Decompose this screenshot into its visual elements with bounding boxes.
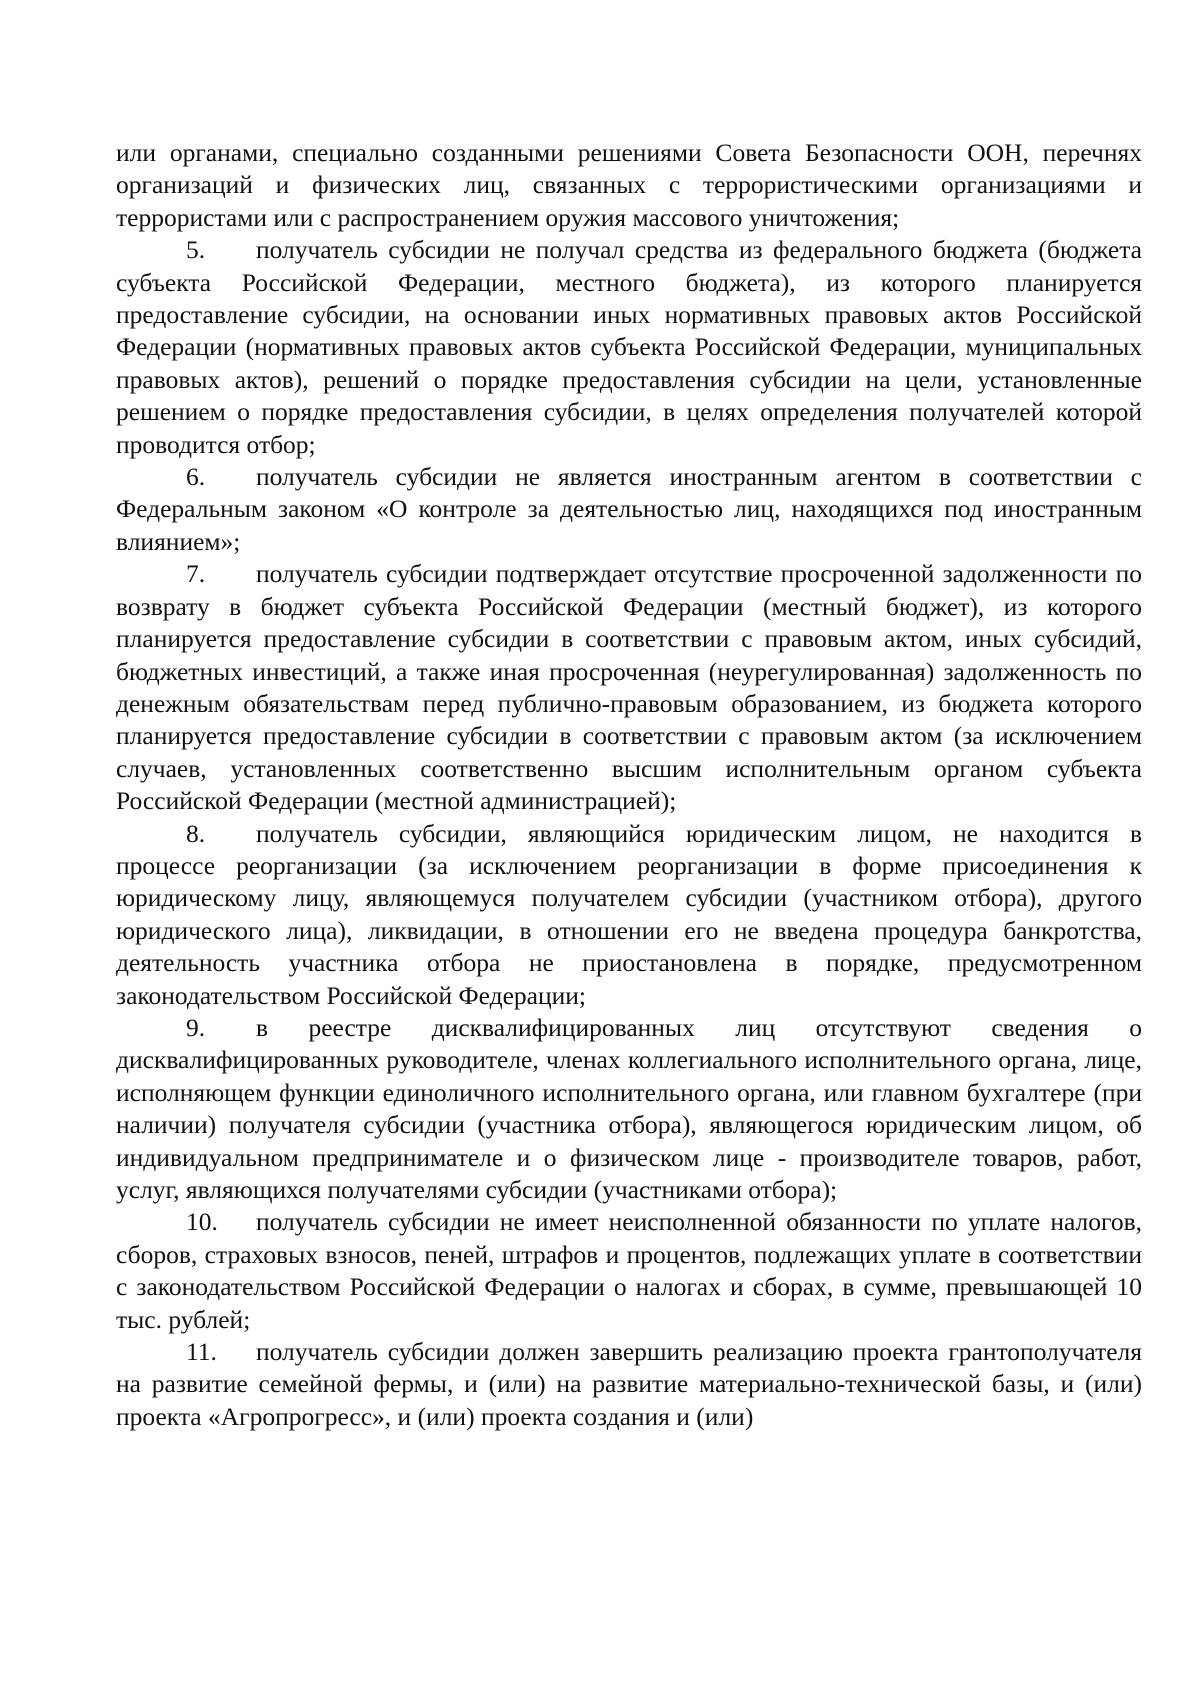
- paragraph-number: 11.: [186, 1337, 217, 1367]
- paragraph-text: получатель субсидии подтверждает отсутствие просроченной задолженности по возврату в бюджет субъекта Российской Федерации (местный бюджет), из которого планируется предоставление субсидии в соответствии с правовым актом, иных субсидий, бюджетных инвестиций, а также иная просроченная (неурегулированная) задолженность по денежным обязательствам перед публично-правовым образованием, из бюджета которого планируется предоставление субсидии в соответствии с правовым актом (за исключением случаев, установленных соответственно высшим исполнительным органом субъекта Российской Федерации (местной администрацией);: [116, 559, 1142, 816]
- paragraph-text: получатель субсидии, являющийся юридическим лицом, не находится в процессе реорганизации (за исключением реорганизации в форме присоединения к юридическому лицу, являющемуся получателем субсидии (участником отбора), другого юридического лица), ликвидации, в отношении его не введена процедура банкротства, деятельность участника отбора не приостановлена в порядке, предусмотренном законодательством Российской Федерации;: [116, 818, 1142, 1010]
- paragraph-number: 9.: [186, 1012, 206, 1042]
- paragraph-text: получатель субсидии должен завершить реализацию проекта грантополучателя на развитие семейной фермы, и (или) на развитие материально-технической базы, и (или) проекта «Агропрогресс», и (или) проекта создания и (или): [116, 1337, 1142, 1431]
- paragraph-text: получатель субсидии не получал средства из федерального бюджета (бюджета субъекта Российской Федерации, местного бюджета), из которого планируется предоставление субсидии, на основании иных нормативных правовых актов Российской Федерации (нормативных правовых актов субъекта Российской Федерации, муниципальных правовых актов), решений о порядке предоставления субсидии на цели, установленные решением о порядке предоставления субсидии, в целях определения получателей которой проводится отбор;: [116, 235, 1142, 459]
- paragraph-item-11: [116, 1336, 1142, 1433]
- paragraph-text: получатель субсидии не имеет неисполненной обязанности по уплате налогов, сборов, страховых взносов, пеней, штрафов и процентов, подлежащих уплате в соответствии с законодательством Российской Федерации о налогах и сборах, в сумме, превышающей 10 тыс. рублей;: [116, 1207, 1142, 1334]
- paragraph-item-8: [116, 818, 1142, 1012]
- paragraph-item-10: [116, 1206, 1142, 1336]
- paragraph-text: в реестре дисквалифицированных лиц отсутствуют сведения о дисквалифицированных руководителе, членах коллегиального исполнительного органа, лице, исполняющем функции единоличного исполнительного органа, или главном бухгалтере (при наличии) получателя субсидии (участника отбора), являющегося юридическим лицом, об индивидуальном предпринимателе и о физическом лице - производителе товаров, работ, услуг, являющихся получателями субсидии (участниками отбора);: [116, 1012, 1142, 1204]
- paragraph-number: 8.: [186, 818, 206, 848]
- paragraph-number: 7.: [186, 559, 206, 589]
- paragraph-number: 5.: [186, 235, 206, 265]
- paragraph-number: 10.: [186, 1207, 218, 1237]
- paragraph-text: получатель субсидии не является иностранным агентом в соответствии с Федеральным законом «О контроле за деятельностью лиц, находящихся под иностранным влиянием»;: [116, 462, 1142, 556]
- paragraph-item-9: [116, 1012, 1142, 1206]
- paragraph-continuation: [116, 137, 1142, 234]
- paragraph-text: или органами, специально созданными решениями Совета Безопасности ООН, перечнях организаций и физических лиц, связанных с террористическими организациями и террористами или с распространением оружия массового уничтожения;: [116, 138, 1142, 232]
- document-body: [116, 137, 1142, 1433]
- paragraph-item-6: [116, 461, 1142, 558]
- paragraph-item-7: [116, 558, 1142, 817]
- paragraph-item-5: [116, 234, 1142, 461]
- paragraph-number: 6.: [186, 462, 206, 492]
